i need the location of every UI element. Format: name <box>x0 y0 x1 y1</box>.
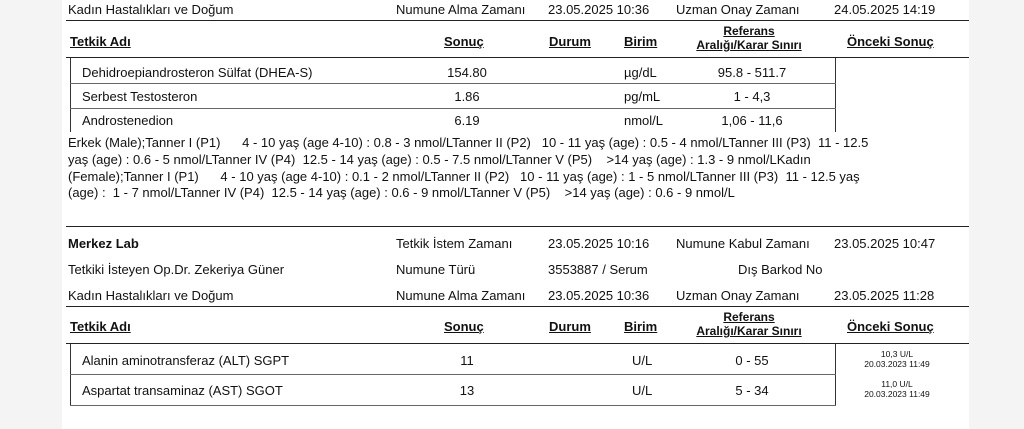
header-reference <box>674 24 824 52</box>
header-divider <box>66 57 969 58</box>
test-unit: pg/mL <box>624 89 661 104</box>
sample-type-label: Numune Türü <box>396 262 476 277</box>
test-reference: 1 - 4,3 <box>733 89 771 104</box>
test-reference: 0 - 55 <box>735 353 769 368</box>
reference-note-line: (age) : 1 - 7 nmol/LTanner IV (P4) 12.5 - 14 yaş (age) : 0.6 - 9 nmol/LTanner V (P5) >14 yaş (age) : 0.6 - 9 nmol/L <box>68 185 735 200</box>
test-name: Androstenedion <box>82 113 174 128</box>
test-name: Aspartat transaminaz (AST) SGOT <box>82 383 283 398</box>
header-previous: Önceki Sonuç <box>847 319 934 334</box>
header-reference-line1: Referans <box>723 310 775 324</box>
section-divider <box>66 226 969 227</box>
test-reference: 1,06 - 11,6 <box>721 113 783 128</box>
row-border-left <box>70 344 71 406</box>
row-divider <box>70 405 836 406</box>
header-result: Sonuç <box>444 34 484 49</box>
test-result: 1.86 <box>454 89 480 104</box>
approval-time: 23.05.2025 11:28 <box>834 288 935 303</box>
row-divider <box>70 374 836 375</box>
header-unit: Birim <box>624 319 658 334</box>
divider <box>66 20 969 21</box>
lab-name: Merkez Lab <box>68 236 139 251</box>
header-status: Durum <box>549 34 591 49</box>
previous-date: 20.03.2023 11:49 <box>864 359 930 369</box>
header-status: Durum <box>549 319 591 334</box>
header-test-name: Tetkik Adı <box>70 34 131 49</box>
header-reference-line2: Aralığı/Karar Sınırı <box>696 324 802 338</box>
accept-time-label: Numune Kabul Zamanı <box>676 236 810 251</box>
reference-note-line: yaş (age) : 0.6 - 5 nmol/LTanner IV (P4) 12.5 - 14 yaş (age) : 0.5 - 7.5 nmol/LTanner V (P5) >14 yaş (age) : 1.3 - 9 nmol/LKadın <box>68 152 811 167</box>
row-border-right <box>835 344 836 406</box>
test-unit: nmol/L <box>624 113 664 128</box>
test-unit: U/L <box>632 353 653 368</box>
previous-date: 20.03.2023 11:49 <box>864 389 930 399</box>
request-time: 23.05.2025 10:16 <box>548 236 650 251</box>
sample-time-label: Numune Alma Zamanı <box>396 2 526 17</box>
request-time-label: Tetkik İstem Zamanı <box>396 236 513 251</box>
row-divider <box>70 108 836 109</box>
barcode-label: Dış Barkod No <box>738 262 823 277</box>
reference-note-line: Erkek (Male);Tanner I (P1) 4 - 10 yaş (age 4-10) : 0.8 - 3 nmol/LTanner II (P2) 10 - 11 yaş (age) : 0.5 - 4 nmol/LTanner III (P3) 11 - 12.5 <box>68 135 869 150</box>
row-border-left <box>70 58 71 132</box>
test-result: 11 <box>460 353 474 368</box>
header-unit: Birim <box>624 34 658 49</box>
header-reference-line2: Aralığı/Karar Sınırı <box>696 38 802 52</box>
sample-time-label: Numune Alma Zamanı <box>396 288 526 303</box>
test-unit: U/L <box>632 383 653 398</box>
sample-time: 23.05.2025 10:36 <box>548 288 650 303</box>
test-name: Dehidroepiandrosteron Sülfat (DHEA-S) <box>82 65 313 80</box>
department: Kadın Hastalıkları ve Doğum <box>68 2 234 17</box>
requester: Tetkiki İsteyen Op.Dr. Zekeriya Güner <box>68 262 285 277</box>
test-name: Alanin aminotransferaz (ALT) SGPT <box>82 353 290 368</box>
accept-time: 23.05.2025 10:47 <box>834 236 936 251</box>
report-page <box>62 0 969 429</box>
header-test-name: Tetkik Adı <box>70 319 131 334</box>
approval-time-label: Uzman Onay Zamanı <box>676 2 800 17</box>
test-reference: 5 - 34 <box>735 383 769 398</box>
previous-result <box>842 349 952 369</box>
divider <box>66 306 969 307</box>
sample-type: 3553887 / Serum <box>548 262 648 277</box>
test-name: Serbest Testosteron <box>82 89 198 104</box>
header-reference <box>674 310 824 338</box>
approval-time: 24.05.2025 14:19 <box>834 2 936 17</box>
approval-time-label: Uzman Onay Zamanı <box>676 288 800 303</box>
header-previous: Önceki Sonuç <box>847 34 934 49</box>
row-border-right <box>835 58 836 132</box>
department: Kadın Hastalıkları ve Doğum <box>68 288 234 303</box>
row-divider <box>70 83 836 84</box>
test-unit: µg/dL <box>624 65 657 80</box>
test-reference: 95.8 - 511.7 <box>717 65 787 80</box>
test-result: 154.80 <box>447 65 487 80</box>
header-divider <box>66 343 969 344</box>
previous-result <box>842 379 952 399</box>
reference-note-line: (Female);Tanner I (P1) 4 - 10 yaş (age 4-10) : 0.1 - 2 nmol/LTanner II (P2) 10 - 11 yaş (age) : 1 - 5 nmol/LTanner III (P3) 11 - 12.5 yaş <box>68 169 860 184</box>
previous-value: 10,3 U/L <box>880 349 914 359</box>
previous-value: 11,0 U/L <box>881 379 913 389</box>
header-reference-line1: Referans <box>723 24 775 38</box>
test-result: 13 <box>459 383 475 398</box>
header-result: Sonuç <box>444 319 484 334</box>
test-result: 6.19 <box>454 113 480 128</box>
sample-time: 23.05.2025 10:36 <box>548 2 650 17</box>
